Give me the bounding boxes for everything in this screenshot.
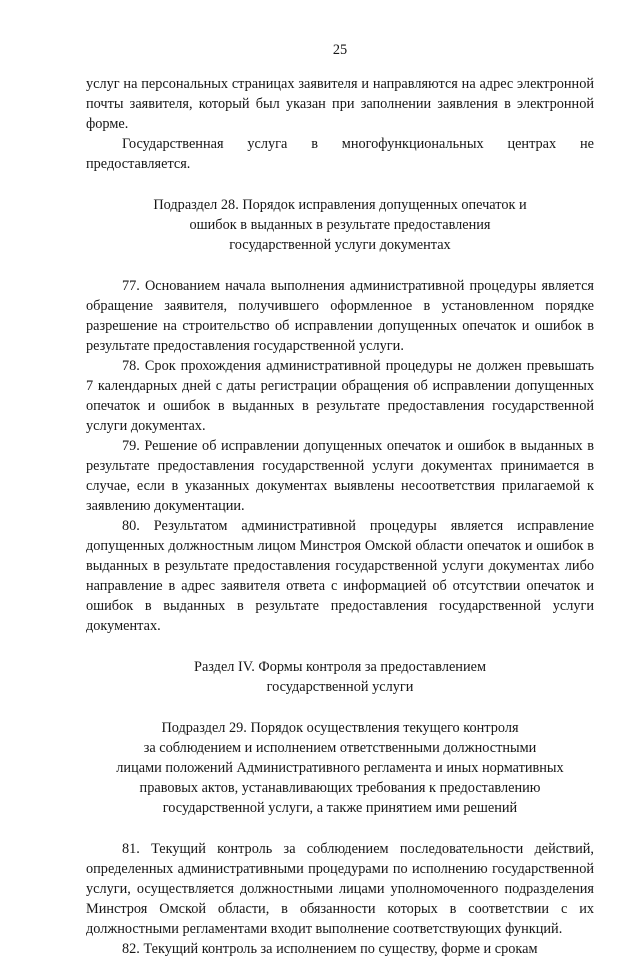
section-4-heading-line-2: государственной услуги	[266, 679, 414, 695]
spacer	[86, 818, 594, 839]
subsection-29-heading-line-4: правовых актов, устанавливающих требования к предоставлению	[139, 780, 541, 796]
section-4-heading-line-1: Раздел IV. Формы контроля за предоставлением	[194, 659, 486, 675]
spacer	[86, 697, 594, 718]
spacer	[86, 255, 594, 276]
paragraph-82: 82. Текущий контроль за исполнением по существу, форме и срокам	[122, 941, 538, 957]
subsection-28-heading-line-3: государственной услуги документах	[229, 237, 451, 253]
subsection-29-heading	[86, 718, 594, 818]
subsection-29-heading-line-3: лицами положений Административного регламента и иных нормативных	[116, 760, 564, 776]
subsection-28-heading	[86, 195, 594, 255]
subsection-29-heading-line-1: Подраздел 29. Порядок осуществления текущего контроля	[161, 720, 519, 736]
paragraph-80: 80. Результатом административной процедуры является исправление допущенных должностным лицом Минстроя Омской области опечаток и ошибок в выданных в результате предоставления государственной услуги документах либо направление в адрес заявителя ответа с информацией об отсутствии опечаток и ошибок в выданных в результате предоставления государственной услуги документах.	[86, 518, 594, 634]
paragraph-81: 81. Текущий контроль за соблюдением последовательности действий, определенных административными процедурами по исполнению государственной услуги, осуществляется должностными лицами уполномоченного подразделения Минстроя Омской области, в обязанности которых в соответствии с их должностными регламентами входит выполнение соответствующих функций.	[86, 841, 594, 937]
spacer	[86, 636, 594, 657]
subsection-28-heading-line-2: ошибок в выданных в результате предоставления	[189, 217, 491, 233]
paragraph-78: 78. Срок прохождения административной процедуры не должен превышать 7 календарных дней с даты регистрации обращения об исправлении допущенных опечаток и ошибок в выданных в результате предоставления государственной услуги документах.	[86, 358, 594, 434]
intro-paragraph-1: услуг на персональных страницах заявителя и направляются на адрес электронной почты заявителя, который был указан при заполнении заявления в электронной форме.	[86, 76, 594, 132]
subsection-28-heading-line-1: Подраздел 28. Порядок исправления допущенных опечаток и	[153, 197, 527, 213]
spacer	[86, 174, 594, 195]
subsection-29-heading-line-2: за соблюдением и исполнением ответственными должностными	[143, 740, 537, 756]
page-number: 25	[332, 42, 348, 58]
paragraph-79: 79. Решение об исправлении допущенных опечаток и ошибок в выданных в результате предоставления государственной услуги документах принимается в случае, если в указанных документах выявлены несоответствия прилагаемой к заявлению документации.	[86, 438, 594, 514]
paragraph-77: 77. Основанием начала выполнения административной процедуры является обращение заявителя, получившего оформленное в установленном порядке разрешение на строительство об исправлении допущенных опечаток и ошибок в результате предоставления государственной услуги.	[86, 278, 594, 354]
intro-paragraph-2: Государственная услуга в многофункциональных центрах не предоставляется.	[86, 136, 594, 172]
subsection-29-heading-line-5: государственной услуги, а также принятием ими решений	[162, 800, 518, 816]
section-4-heading	[86, 657, 594, 697]
